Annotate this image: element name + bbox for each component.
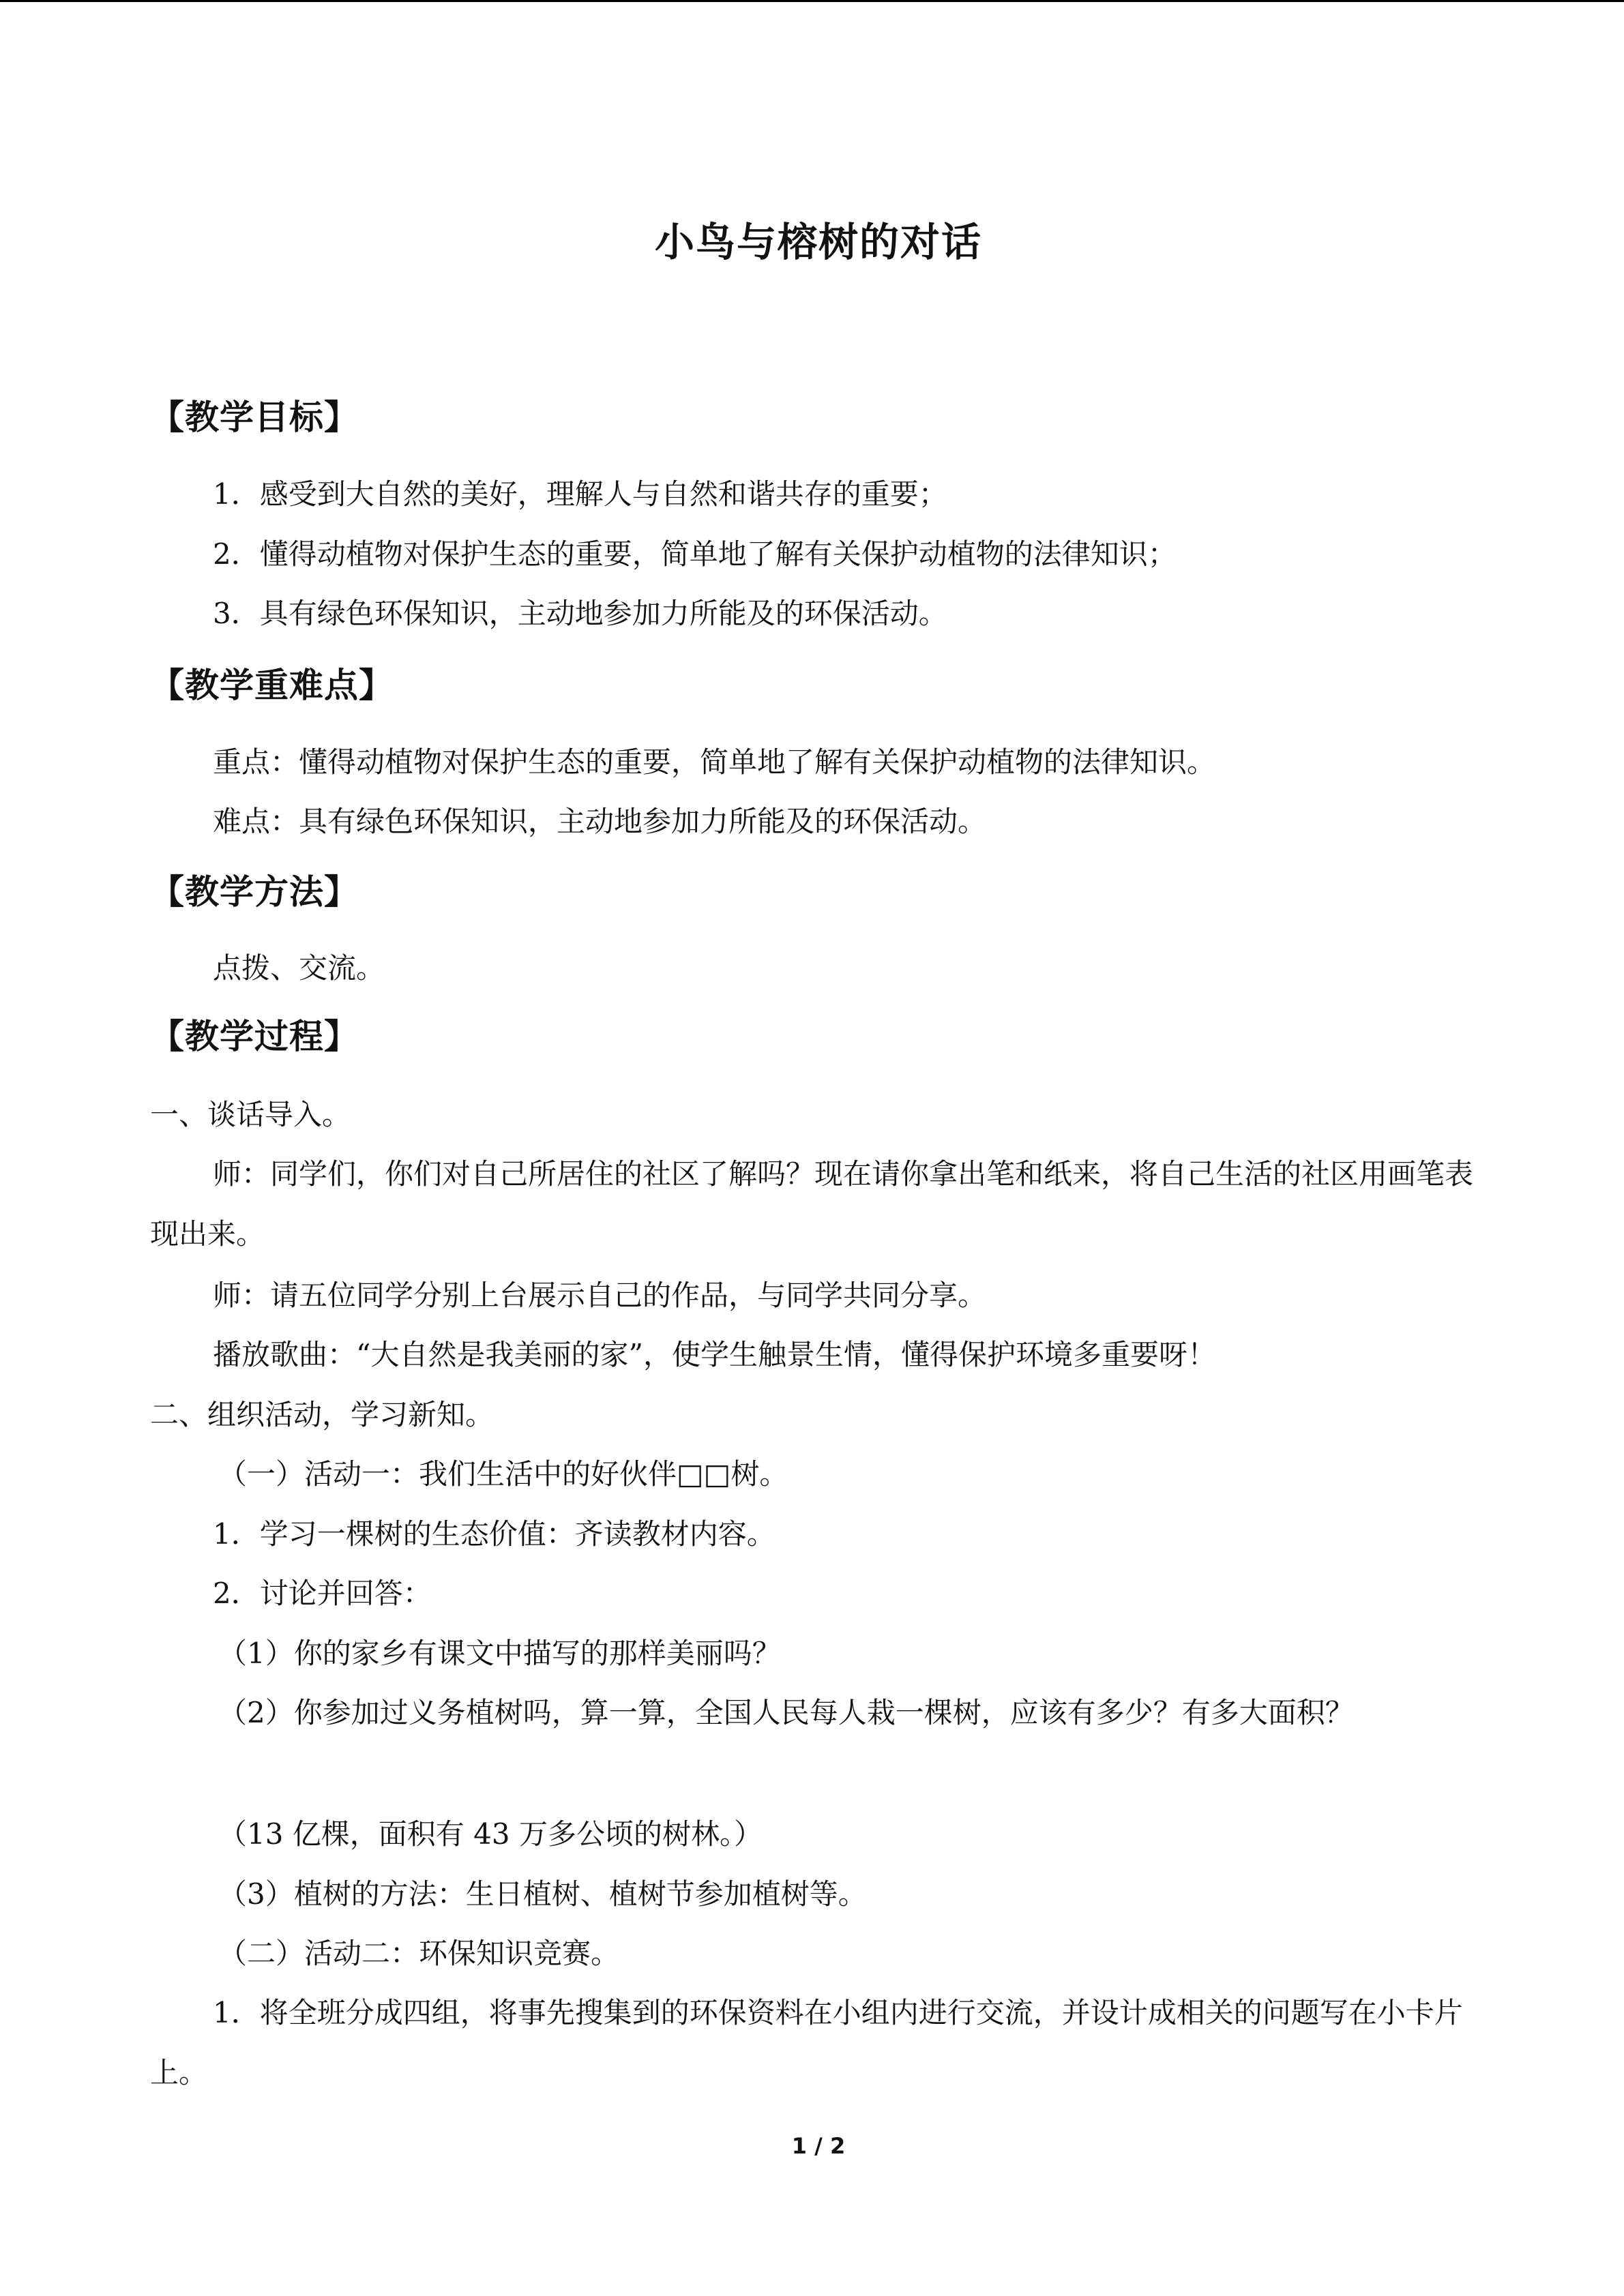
- heading-goals: 【教学目标】: [150, 398, 359, 437]
- methods-text: 点拨、交流。: [213, 951, 385, 985]
- section-title: 一、谈话导入。: [150, 1098, 351, 1131]
- activity-item: 1．将全班分成四组，将事先搜集到的环保资料在小组内进行交流，并设计成相关的问题写在小卡片上。: [150, 1996, 1463, 2089]
- goal-item: 3．具有绿色环保知识，主动地参加力所能及的环保活动。: [213, 597, 947, 630]
- paragraph: 师：请五位同学分别上台展示自己的作品，与同学共同分享。: [213, 1279, 987, 1312]
- paragraph: 师：同学们，你们对自己所居住的社区了解吗？现在请你拿出笔和纸来，将自己生活的社区用画笔表现出来。: [150, 1157, 1474, 1251]
- question: （3）植树的方法：生日植树、植树节参加植树等。: [218, 1877, 867, 1911]
- section-title: 二、组织活动，学习新知。: [150, 1398, 494, 1431]
- heading-methods: 【教学方法】: [150, 872, 359, 912]
- heading-key-points: 【教学重难点】: [150, 666, 394, 705]
- difficult-point: 难点：具有绿色环保知识，主动地参加力所能及的环保活动。: [213, 805, 987, 838]
- key-point: 重点：懂得动植物对保护生态的重要，简单地了解有关保护动植物的法律知识。: [213, 745, 1216, 779]
- answer: （13 亿棵，面积有 43 万多公顷的树林。）: [218, 1817, 763, 1851]
- page-number: 1 / 2: [791, 2133, 846, 2159]
- heading-process: 【教学过程】: [150, 1017, 359, 1056]
- activity-item: 2．讨论并回答：: [213, 1577, 432, 1610]
- document-page: [150, 0, 1487, 2296]
- activity-item: 1．学习一棵树的生态价值：齐读教材内容。: [213, 1517, 776, 1551]
- question: （2）你参加过义务植树吗，算一算，全国人民每人栽一棵树，应该有多少？有多大面积？: [218, 1696, 1354, 1729]
- goal-item: 2．懂得动植物对保护生态的重要，简单地了解有关保护动植物的法律知识；: [213, 537, 1177, 571]
- paragraph: 播放歌曲：“大自然是我美丽的家”，使学生触景生情，懂得保护环境多重要呀！: [213, 1338, 1216, 1371]
- activity-title: （一）活动一：我们生活中的好伙伴□□树。: [218, 1457, 788, 1491]
- page-title: 小鸟与榕树的对话: [654, 219, 982, 265]
- question: （1）你的家乡有课文中描写的那样美丽吗？: [218, 1637, 781, 1670]
- activity-title: （二）活动二：环保知识竞赛。: [218, 1937, 620, 1970]
- goal-item: 1．感受到大自然的美好，理解人与自然和谐共存的重要；: [213, 477, 947, 511]
